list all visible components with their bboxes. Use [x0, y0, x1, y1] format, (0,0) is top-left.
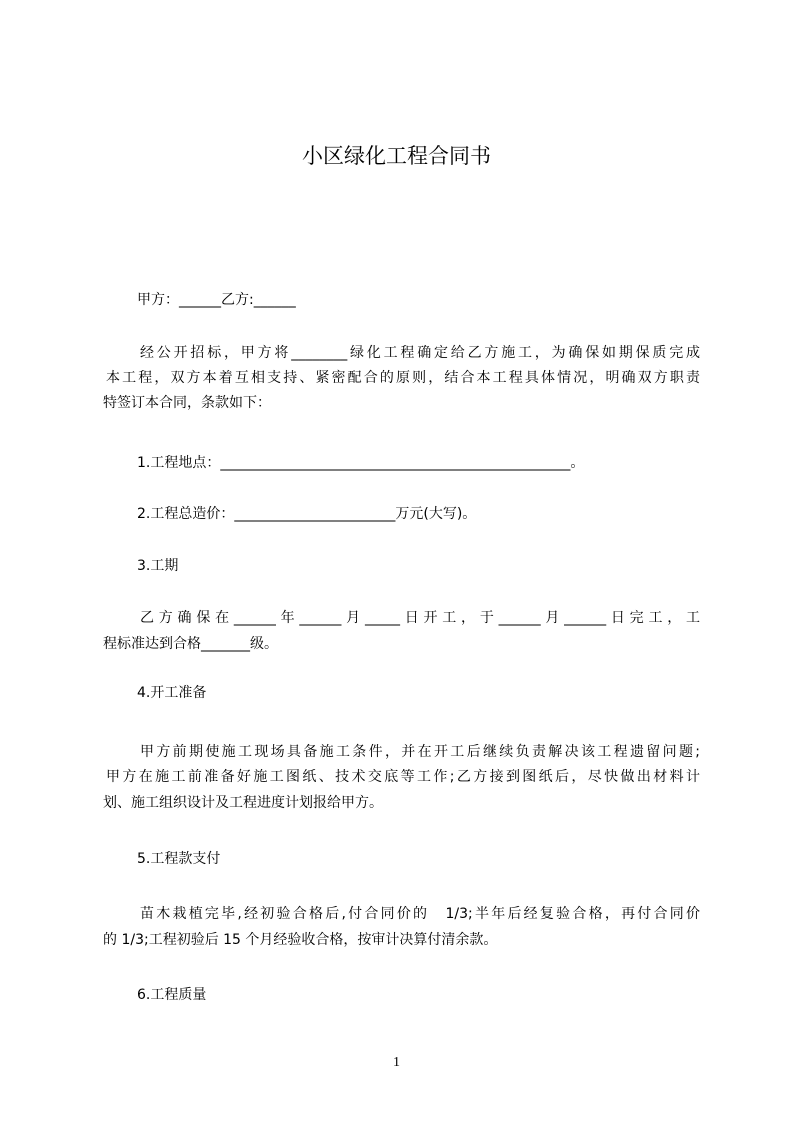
clause-4-heading: 4.开工准备: [137, 685, 207, 701]
page-number: 1: [393, 1055, 400, 1070]
parties-line: 甲方：______乙方:______: [137, 292, 296, 308]
clause-4-line-3: 划、施工组织设计及工程进度计划报给甲方。: [103, 795, 383, 811]
document-title: 小区绿化工程合同书: [302, 144, 491, 168]
clause-4-line-2: 甲方在施工前准备好施工图纸、技术交底等工作;乙方接到图纸后，尽快做出材料计: [106, 769, 700, 785]
intro-line-1: 经公开招标，甲方将________绿化工程确定给乙方施工，为确保如期保质完成: [140, 345, 700, 361]
clause-3-heading: 3.工期: [137, 558, 179, 574]
clause-4-line-1: 甲方前期使施工现场具备施工条件，并在开工后继续负责解决该工程遗留问题;: [140, 744, 700, 760]
clause-3-line-1: 乙方确保在______年______月_____日开工，于______月______日完工，工: [140, 610, 700, 626]
clause-5-line-1: 苗木栽植完毕,经初验合格后,付合同价的 1/3;半年后经复验合格，再付合同价: [140, 906, 700, 922]
clause-1-location: 1.工程地点：__________________________________________________。: [137, 455, 585, 471]
intro-line-2: 本工程，双方本着互相支持、紧密配合的原则，结合本工程具体情况，明确双方职责: [106, 370, 700, 386]
clause-5-heading: 5.工程款支付: [137, 851, 221, 867]
intro-line-3: 特签订本合同，条款如下：: [103, 395, 271, 411]
clause-3-line-2: 程标准达到合格_______级。: [103, 636, 278, 652]
clause-2-price: 2.工程总造价：_______________________万元(大写)。: [137, 506, 477, 522]
clause-6-heading: 6.工程质量: [137, 987, 207, 1003]
clause-5-line-2: 的 1/3;工程初验后 15 个月经验收合格，按审计决算付清余款。: [103, 932, 498, 948]
